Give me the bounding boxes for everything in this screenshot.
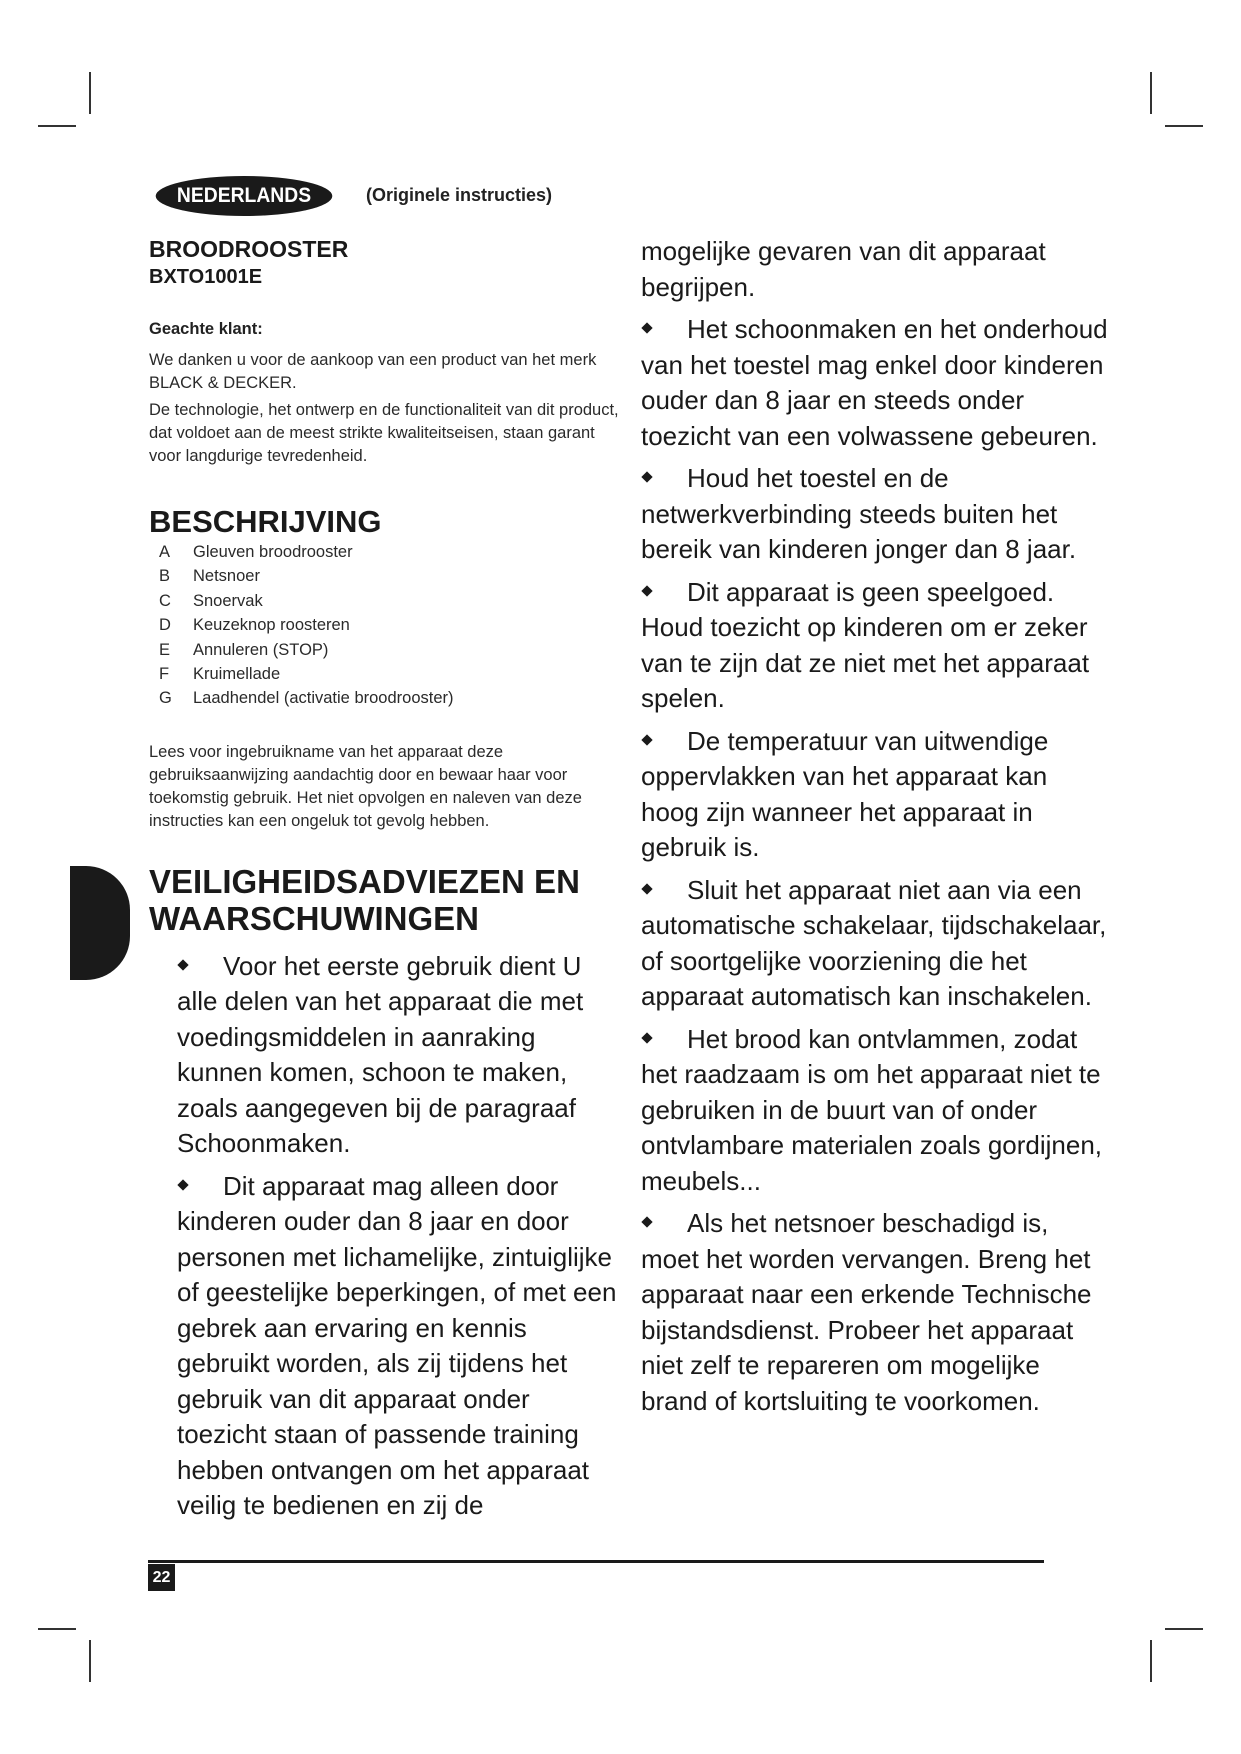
part-label: Kruimellade	[193, 665, 281, 684]
part-label: Keuzeknop roosteren	[193, 616, 350, 635]
safety-left-list	[177, 949, 619, 1524]
safety-item-text: De temperatuur van uitwendige oppervlakken van het apparaat kan hoog zijn wanneer het apparaat in gebruik is.	[641, 725, 1049, 862]
part-label: Annuleren (STOP)	[193, 640, 329, 659]
safety-item-text: Als het netsnoer beschadigd is, moet het worden vervangen. Breng het apparaat naar een erkende Technische bijstandsdienst. Probeer het apparaat niet zelf te repareren om mogelijke brand of kortsluiting te voorkomen.	[641, 1208, 1092, 1416]
crop-mark	[89, 72, 91, 114]
parts-item	[159, 540, 619, 564]
safety-item-text: Het brood kan ontvlammen, zodat het raadzaam is om het apparaat niet te gebruiken in de buurt van of onder ontvlambare materialen zoals gordijnen, meubels...	[641, 1023, 1103, 1196]
bullet-diamond-icon	[641, 585, 652, 596]
crop-mark	[38, 125, 76, 127]
safety-continuation: mogelijke gevaren van dit apparaat begrijpen.	[641, 236, 1046, 302]
part-label: Laadhendel (activatie broodrooster)	[193, 689, 454, 708]
parts-list	[159, 540, 619, 711]
part-letter: B	[159, 567, 171, 586]
safety-heading-line: VEILIGHEIDSADVIEZEN EN	[149, 862, 580, 900]
bullet-diamond-icon	[641, 1216, 652, 1227]
bullet-diamond-icon	[641, 322, 652, 333]
safety-item	[641, 873, 1111, 1015]
right-column	[641, 234, 1111, 1426]
part-letter: A	[159, 543, 171, 561]
safety-heading-line: WAARSCHUWINGEN	[149, 899, 479, 937]
parts-item	[159, 638, 619, 662]
crop-mark	[1165, 1628, 1203, 1630]
bullet-diamond-icon	[177, 1179, 188, 1190]
safety-item-text: Dit apparaat is geen speelgoed. Houd toezicht op kinderen om er zeker van te zijn dat ze niet met het apparaat spelen.	[641, 576, 1090, 713]
bullet-diamond-icon	[641, 471, 652, 482]
parts-item	[159, 662, 619, 686]
left-column	[149, 234, 619, 1531]
language-side-tab	[70, 866, 130, 980]
safety-item	[177, 1169, 619, 1524]
product-name: BROODROOSTER	[149, 236, 349, 262]
original-instructions-note: (Originele instructies)	[366, 185, 553, 205]
part-letter: G	[159, 689, 172, 708]
safety-item-text: Sluit het apparaat niet aan via een automatische schakelaar, tijdschakelaar, of soortgelijke voorziening die het apparaat automatisch kan inschakelen.	[641, 874, 1107, 1011]
safety-item	[641, 312, 1111, 454]
safety-item-text: Dit apparaat mag alleen door kinderen ouder dan 8 jaar en door personen met lichamelijke, zintuiglijke of geestelijke beperkingen, of met een gebrek aan ervaring en kennis gebruikt worden, als zij tijdens het gebruik van dit apparaat onder toezicht staan of passende training hebben ontvangen om het apparaat veilig te bedienen en zij de	[177, 1170, 617, 1521]
part-letter: C	[159, 591, 171, 610]
product-model: BXTO1001E	[149, 266, 263, 288]
safety-item-text: Houd het toestel en de netwerkverbinding steeds buiten het bereik van kinderen jonger dan 8 jaar.	[641, 463, 1077, 564]
safety-item	[177, 949, 619, 1162]
safety-item	[641, 1206, 1111, 1419]
safety-item	[641, 1022, 1111, 1200]
part-letter: F	[159, 665, 170, 684]
part-label: Netsnoer	[193, 567, 260, 586]
page-number: 22	[148, 1564, 175, 1591]
read-instructions-note: Lees voor ingebruikname van het apparaat deze gebruiksaanwijzing aandachtig door en bewaar haar voor toekomstig gebruik. Het niet opvolgen en naleven van deze instructies kan een ongeluk tot gevolg hebben.	[149, 742, 582, 830]
footer-rule	[148, 1560, 1044, 1563]
salutation: Geachte klant:	[149, 320, 263, 338]
safety-item-text: Voor het eerste gebruik dient U alle delen van het apparaat die met voedingsmiddelen in aanraking kunnen komen, schoon te maken, zoals aangegeven bij de paragraaf Schoonmaken.	[177, 950, 584, 1159]
part-label: Snoervak	[193, 591, 263, 610]
bullet-diamond-icon	[177, 959, 188, 970]
safety-item	[641, 724, 1111, 866]
part-label: Gleuven broodrooster	[193, 543, 353, 561]
description-heading: BESCHRIJVING	[149, 504, 382, 539]
crop-mark	[89, 1640, 91, 1682]
bullet-diamond-icon	[641, 734, 652, 745]
language-badge: NEDERLANDS	[156, 176, 333, 216]
parts-item	[159, 613, 619, 637]
intro-paragraph: De technologie, het ontwerp en de functionaliteit van dit product, dat voldoet aan de meest strikte kwaliteitseisen, staan garant voor langdurige tevredenheid.	[149, 401, 619, 465]
part-letter: D	[159, 616, 171, 635]
safety-item	[641, 575, 1111, 717]
crop-mark	[1150, 1640, 1152, 1682]
crop-mark	[1165, 125, 1203, 127]
parts-item	[159, 686, 619, 710]
bullet-diamond-icon	[641, 1032, 652, 1043]
parts-item	[159, 589, 619, 613]
safety-item-text: Het schoonmaken en het onderhoud van het toestel mag enkel door kinderen ouder dan 8 jaar en steeds onder toezicht van een volwassene gebeuren.	[641, 314, 1108, 451]
bullet-diamond-icon	[641, 883, 652, 894]
crop-mark	[1150, 72, 1152, 114]
crop-mark	[38, 1628, 76, 1630]
part-letter: E	[159, 640, 171, 659]
safety-item	[641, 461, 1111, 568]
intro-paragraph: We danken u voor de aankoop van een product van het merk BLACK & DECKER.	[149, 351, 597, 392]
parts-item	[159, 564, 619, 588]
safety-heading	[149, 863, 619, 937]
